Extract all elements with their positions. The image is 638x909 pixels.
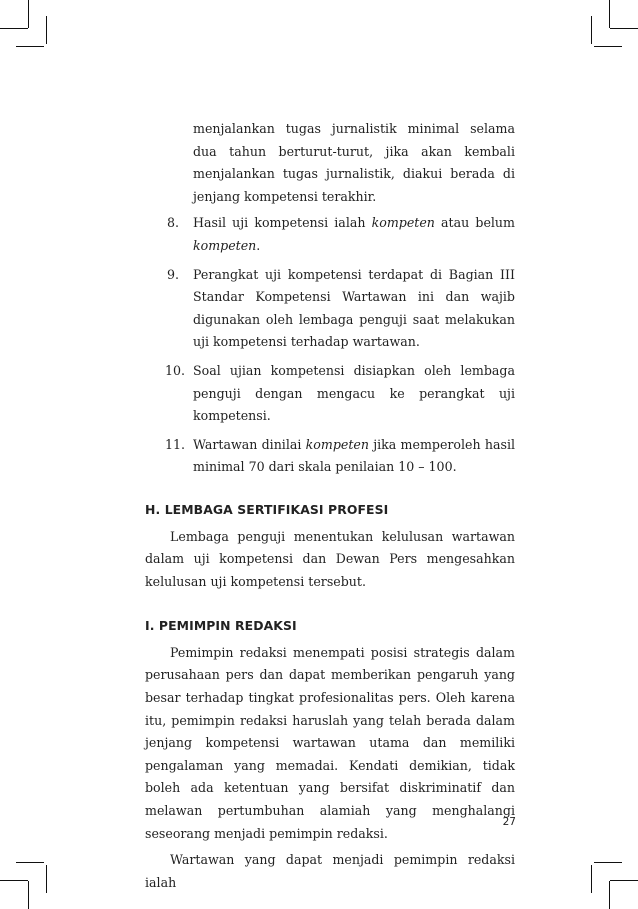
italic-term: kompeten: [371, 215, 435, 231]
list-item-number: 8.: [167, 215, 180, 231]
page-content: [145, 118, 515, 894]
crop-mark: [28, 0, 29, 28]
italic-term: kompeten: [305, 436, 369, 452]
continuation-paragraph: menjalankan tugas jurnalistik minimal selama dua tahun berturut-turut, jika akan kembali menjalankan tugas jurnalistik, diakui berada di jenjang kompetensi terakhir.: [193, 121, 515, 204]
crop-mark: [610, 880, 638, 881]
crop-mark: [0, 880, 28, 881]
list-item: [145, 264, 515, 354]
list-item: [145, 212, 515, 257]
list-item-text: Hasil uji kompetensi ialah: [193, 215, 372, 231]
list-item-text: atau belum: [434, 215, 515, 231]
list-item-text: Perangkat uji kompetensi terdapat di Bagian III Standar Kompetensi Wartawan ini dan wajib digunakan oleh lembaga penguji saat melakukan uji kompetensi terhadap wartawan.: [193, 266, 515, 350]
crop-mark: [591, 865, 592, 893]
list-item-text: Wartawan dinilai: [193, 436, 306, 452]
crop-mark: [609, 881, 610, 909]
section-paragraph: Lembaga penguji menentukan kelulusan wartawan dalam uji kompetensi dan Dewan Pers mengesahkan kelulusan uji kompetensi tersebut.: [145, 528, 515, 589]
section-heading: H. LEMBAGA SERTIFIKASI PROFESI: [145, 501, 389, 517]
crop-mark: [609, 0, 610, 28]
crop-mark: [16, 862, 44, 863]
list-item: [145, 434, 515, 479]
list-item-number: 10.: [165, 362, 186, 378]
crop-mark: [594, 862, 622, 863]
crop-mark: [46, 16, 47, 44]
crop-mark: [28, 881, 29, 909]
crop-mark: [46, 865, 47, 893]
italic-term: kompeten: [193, 237, 257, 253]
crop-mark: [0, 28, 28, 29]
list-item: [145, 360, 515, 428]
list-item-text: Soal ujian kompetensi disiapkan oleh lembaga penguji dengan mengacu ke perangkat uji kompetensi.: [193, 362, 515, 424]
section-heading: I. PEMIMPIN REDAKSI: [145, 618, 297, 634]
list-item-text: .: [256, 237, 261, 253]
crop-mark: [591, 16, 592, 44]
crop-mark: [16, 46, 44, 47]
list-item-number: 9.: [167, 266, 180, 282]
crop-mark: [594, 46, 622, 47]
page-number: 27: [502, 816, 516, 828]
list-item-number: 11.: [165, 436, 186, 452]
list-item-text: jika memperoleh hasil minimal 70 dari skala penilaian 10 – 100.: [193, 436, 516, 475]
crop-mark: [610, 28, 638, 29]
section-paragraph: Pemimpin redaksi menempati posisi strategis dalam perusahaan pers dan dapat memberikan pengaruh yang besar terhadap tingkat profesionalitas pers. Oleh karena itu, pemimpin redaksi haruslah yang telah berada dalam jenjang kompetensi wartawan utama dan memiliki pengalaman yang memadai. Kendati demikian, tidak boleh ada ketentuan yang bersifat diskriminatif dan melawan pertumbuhan alamiah yang menghalangi seseorang menjadi pemimpin redaksi.: [145, 644, 515, 841]
section-paragraph: Wartawan yang dapat menjadi pemimpin redaksi ialah: [145, 852, 515, 890]
numbered-list: [145, 212, 515, 479]
